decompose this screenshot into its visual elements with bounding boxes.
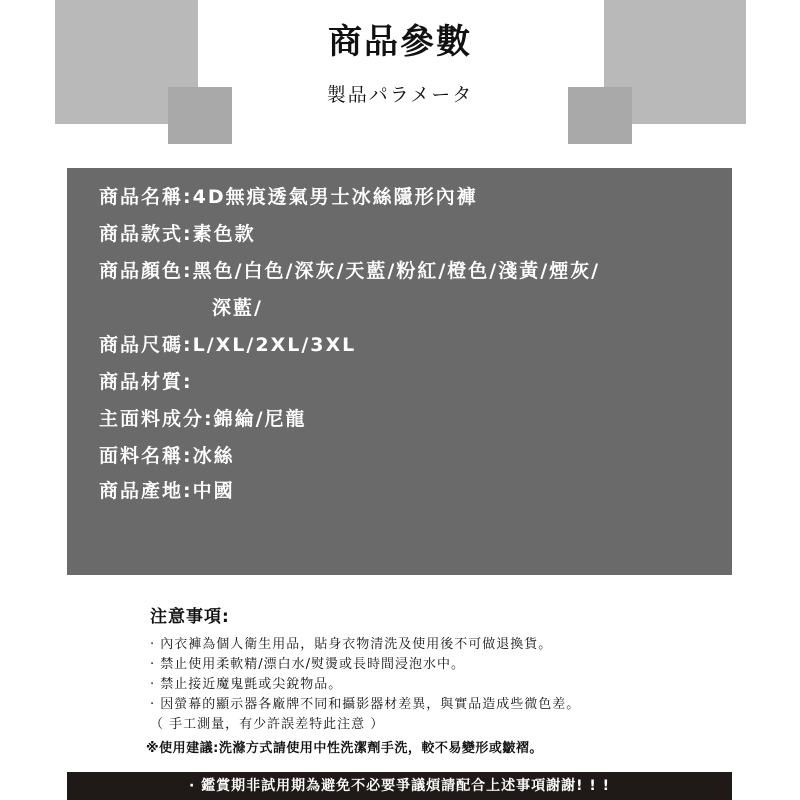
- spec-label: 商品款式:: [99, 223, 193, 245]
- spec-value: 素色款: [192, 223, 256, 245]
- spec-value-continued: 深藍/: [212, 297, 263, 319]
- spec-label: 主面料成分:: [99, 408, 214, 430]
- spec-value: 4D無痕透氣男士冰絲隱形內褲: [192, 186, 478, 208]
- spec-label: 商品名稱:: [99, 186, 193, 208]
- spec-row-size: [99, 330, 719, 357]
- spec-label: 商品顏色:: [99, 260, 193, 282]
- spec-row-fabric-name: [99, 441, 719, 468]
- note-item: · 禁止使用柔軟精/漂白水/熨燙或長時間浸泡水中。: [150, 657, 466, 672]
- spec-label: 面料名稱:: [99, 445, 193, 467]
- spec-value: 黑色/白色/深灰/天藍/粉紅/橙色/淺黃/煙灰/: [192, 260, 601, 282]
- notes-title: 注意事項:: [150, 607, 230, 627]
- spec-label: 商品產地:: [99, 480, 193, 502]
- note-item: （ 手工測量，有少許誤差特此注意 ）: [150, 717, 385, 732]
- spec-row-fabric-composition: [99, 404, 719, 431]
- page-title: 商品參數: [328, 22, 472, 62]
- spec-label: 商品尺碼:: [99, 334, 193, 356]
- spec-label: 商品材質:: [99, 371, 193, 393]
- spec-value: 中國: [192, 480, 235, 502]
- spec-row-origin: [99, 476, 719, 503]
- spec-row-color: [99, 256, 719, 320]
- note-item: · 因螢幕的顯示器各廠牌不同和攝影器材差異，與實品造成些微色差。: [150, 697, 581, 712]
- spec-value: L/XL/2XL/3XL: [192, 334, 357, 356]
- notes-section: [150, 602, 750, 735]
- spec-row-material: [99, 367, 719, 394]
- footer-bar: · 鑑賞期非試用期為避免不必要爭議煩請配合上述事項謝謝! ! !: [67, 772, 732, 800]
- note-item: · 內衣褲為個人衛生用品，貼身衣物清洗及使用後不可做退換貨。: [150, 637, 553, 652]
- note-item: · 禁止接近魔鬼氈或尖銳物品。: [150, 677, 343, 692]
- spec-row-style: [99, 219, 719, 246]
- spec-row-name: [99, 182, 719, 209]
- spec-value: 錦綸/尼龍: [213, 408, 307, 430]
- spec-value: 冰絲: [192, 445, 235, 467]
- usage-advice: ※使用建議:洗滌方式請使用中性洗潔劑手洗，較不易變形或皺褶。: [146, 741, 543, 756]
- page-subtitle: 製品パラメータ: [326, 84, 474, 106]
- spec-panel: [67, 168, 732, 575]
